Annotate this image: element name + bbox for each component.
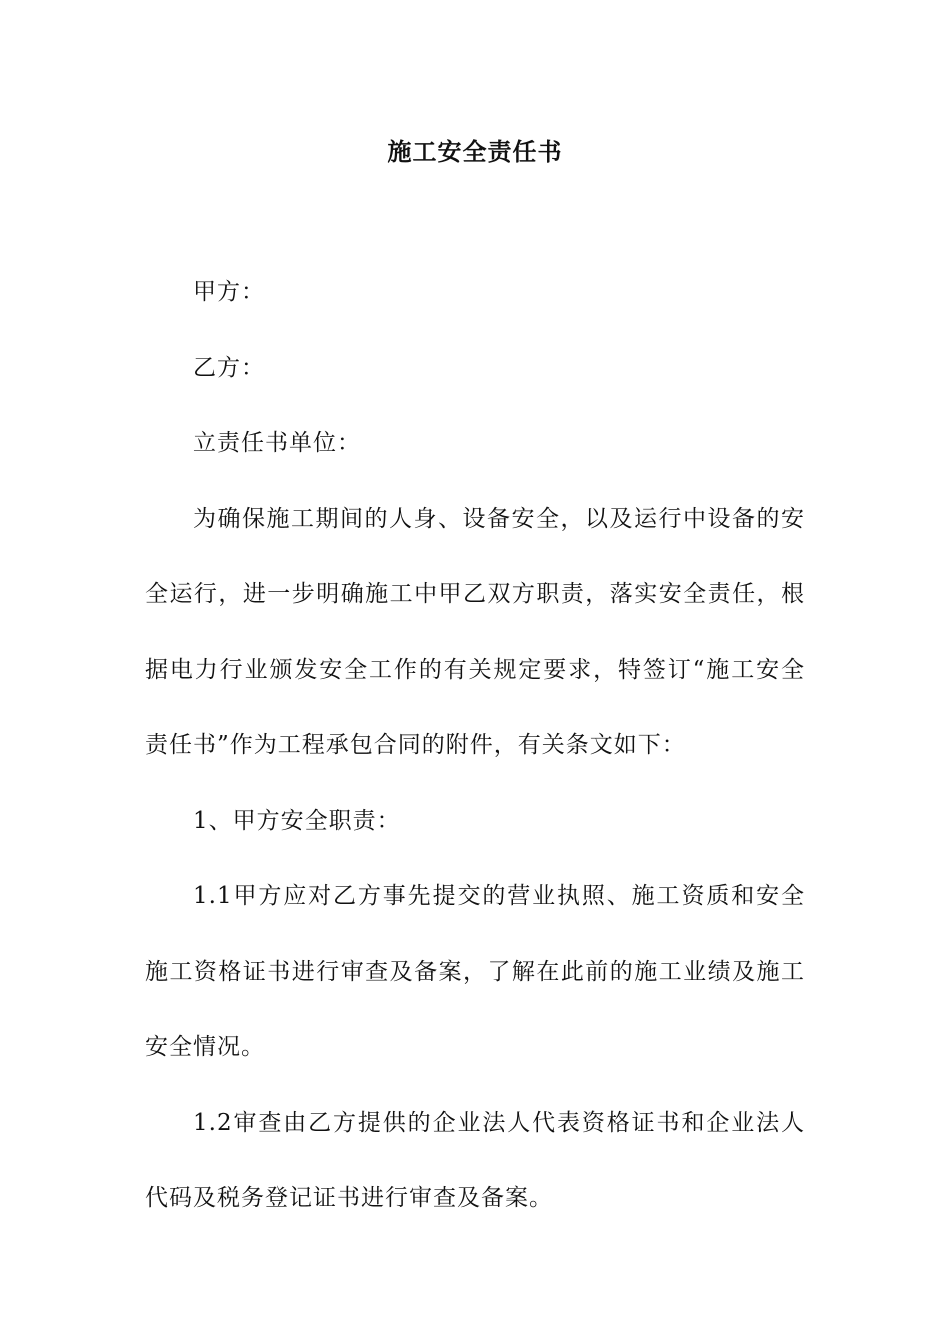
section-1-heading: 1、甲方安全职责： <box>193 807 401 834</box>
preamble-paragraph: 为确保施工期间的人身、设备安全，以及运行中设备的安全运行，进一步明确施工中甲乙双方职责，落实安全责任，根据电力行业颁发安全工作的有关规定要求，特签订“施工安全责任书”作为工程承包合同的附件，有关条文如下： <box>145 505 805 758</box>
document-body <box>145 255 805 1237</box>
document-title: 施工安全责任书 <box>387 137 563 166</box>
party-b-line: 乙方： <box>193 354 265 381</box>
party-a-line: 甲方： <box>193 279 265 305</box>
issuing-unit-line: 立责任书单位： <box>193 430 361 456</box>
clause-1-1: 1.1甲方应对乙方事先提交的营业执照、施工资质和安全施工资格证书进行审查及备案，了解在此前的施工业绩及施工安全情况。 <box>145 883 805 1060</box>
clause-1-2: 1.2审查由乙方提供的企业法人代表资格证书和企业法人代码及税务登记证书进行审查及备案。 <box>145 1109 805 1211</box>
